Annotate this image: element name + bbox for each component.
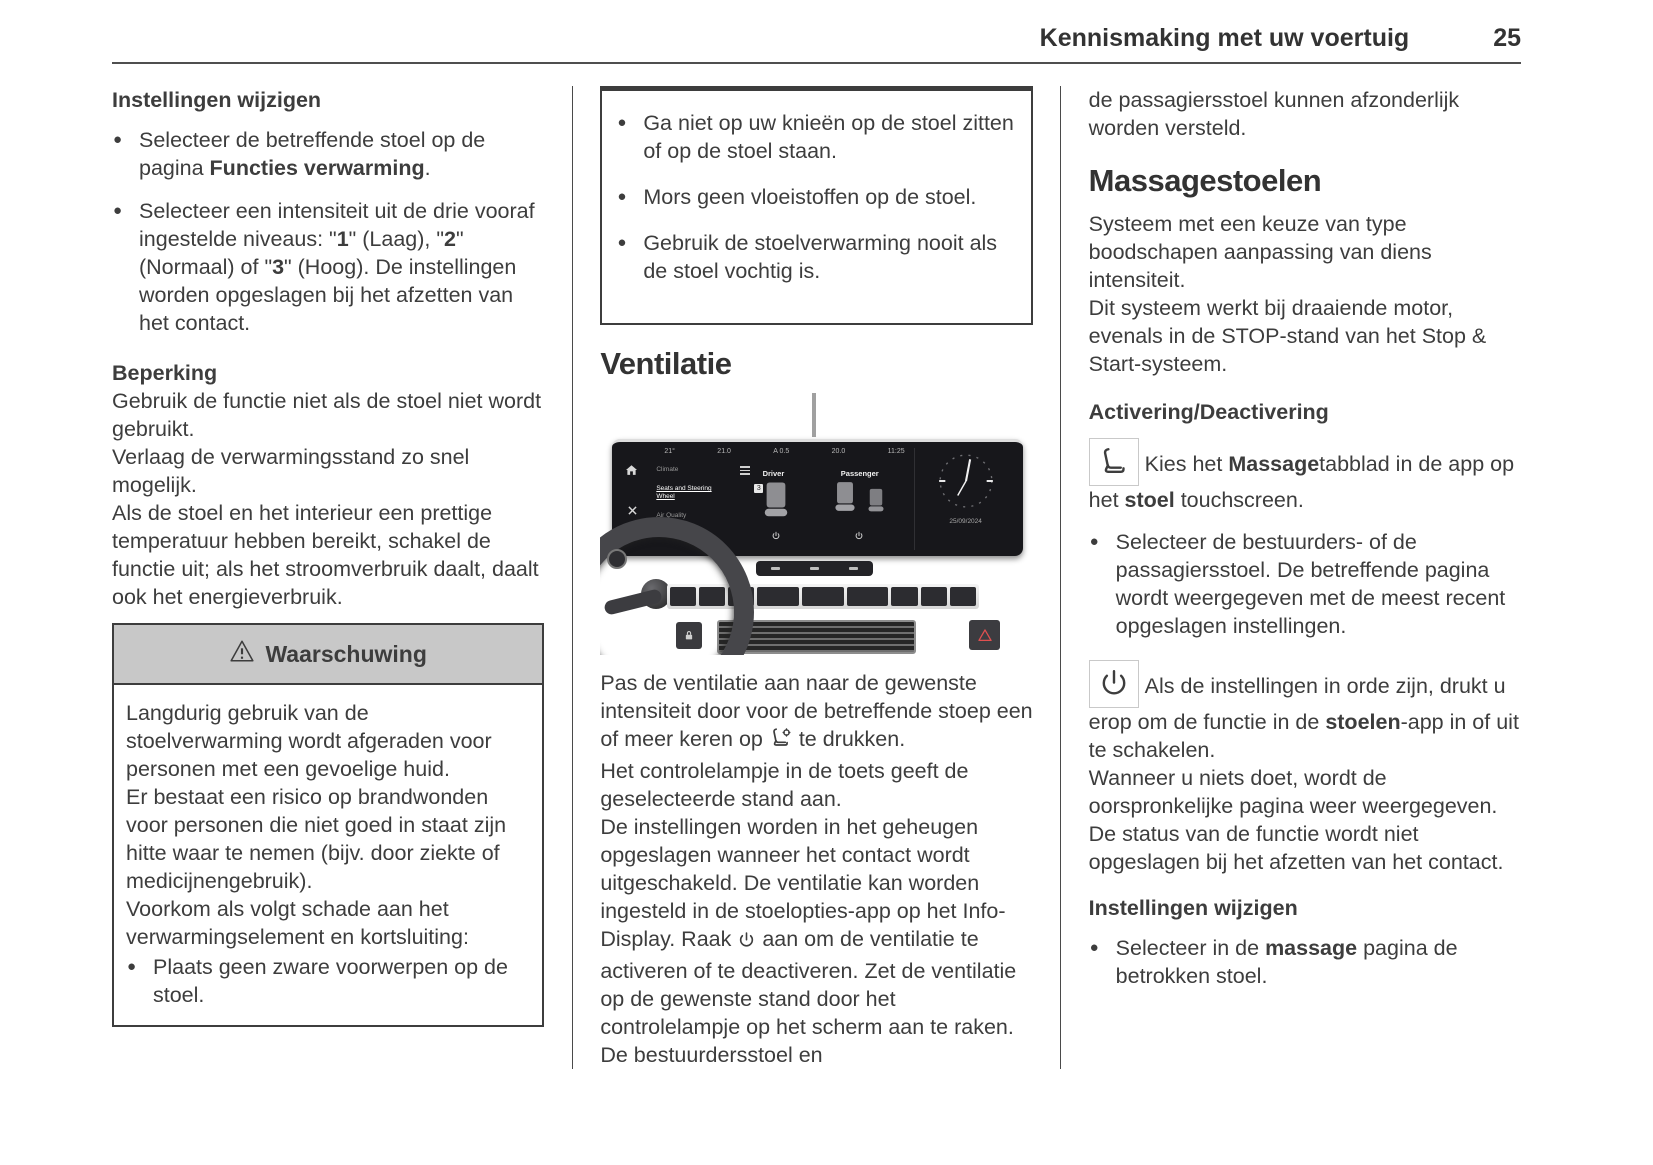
emphasized-text: massage — [1265, 936, 1358, 960]
warning-header — [114, 625, 542, 685]
paragraph: Het controlelampje in de toets geeft de geselecteerde stand aan. — [600, 759, 969, 811]
paragraph-text: aan om de ventilatie te activeren of te deactiveren. Zet de ventilatie op de gewenste stand door het controlelampje op het scherm aan te raken. De bestuurdersstoel en — [600, 927, 1017, 1067]
paragraph-text: Kies het — [1144, 452, 1229, 476]
column-divider — [572, 86, 573, 1069]
power-icon — [734, 520, 817, 548]
close-icon — [628, 494, 637, 522]
list-item — [112, 126, 544, 182]
start-stop-button — [607, 549, 627, 569]
driver-temp: 21.0 — [717, 448, 731, 455]
list-item-text: Ga niet op uw knieën op de stoel zitten of op de stoel staan. — [643, 111, 1014, 163]
passenger-label: Passenger — [840, 469, 879, 478]
warning-body — [114, 685, 542, 1025]
clock-time: 11:25 — [887, 448, 905, 455]
paragraph: Als de stoel en het interieur een prettige temperatuur hebben bereikt, schakel de functie uit; als het stroomverbruik daalt, daalt ook het energieverbruik. — [112, 501, 539, 609]
list-item — [1089, 528, 1521, 640]
massage-seat-icon — [1089, 438, 1139, 486]
emphasized-text: 2 — [444, 227, 456, 251]
driver-label: Driver — [762, 469, 785, 478]
list-item — [616, 183, 1018, 211]
list-item-text: Selecteer in de — [1115, 936, 1266, 960]
menu-item-air-quality: Air Quality — [656, 512, 687, 519]
paragraph: Dit systeem werkt bij draaiende motor, evenals in de STOP-stand van het Stop & Start-systeem. — [1088, 296, 1487, 376]
list-item — [126, 953, 530, 1009]
paragraph: Gebruik de functie niet als de stoel niet wordt gebruikt. — [112, 389, 542, 441]
list-item-text: " (Laag), " — [348, 227, 444, 251]
column-divider — [1060, 86, 1061, 1069]
section-title: Ventilatie — [600, 346, 732, 381]
passenger-seat-icon — [818, 480, 901, 514]
home-icon — [626, 454, 637, 482]
paragraph-text: tabblad in de app op het — [1088, 452, 1515, 512]
warning-title: Waarschuwing — [265, 641, 427, 667]
driver-zone — [734, 458, 817, 550]
emphasized-text: stoel — [1124, 488, 1175, 512]
clock-date: 25/09/2024 — [949, 518, 982, 525]
list-item — [1089, 934, 1521, 990]
driver-seat-icon — [734, 480, 817, 520]
menu-item-climate: Climate — [656, 466, 679, 473]
paragraph: Langdurig gebruik van de stoelverwarming wordt afgeraden voor personen met een gevoelige huid. — [126, 701, 492, 781]
paragraph: Wanneer u niets doet, wordt de oorspronkelijke pagina weer weergegeven. — [1088, 766, 1498, 818]
section-title: Massagestoelen — [1088, 163, 1322, 198]
three-column-layout — [112, 64, 1521, 1069]
passenger-temp: 20.0 — [831, 448, 846, 455]
paragraph-text: Pas de ventilatie aan naar de gewenste intensiteit door voor de betreffende stoep een of meer keren op — [600, 671, 1033, 751]
power-icon — [737, 929, 756, 957]
warning-box — [112, 623, 544, 1027]
chapter-title: Kennismaking met uw voertuig — [1039, 24, 1410, 52]
fan-setting: A 0.5 — [773, 448, 790, 455]
paragraph-text: te drukken. — [792, 727, 906, 751]
list-item-text: Plaats geen zware voorwerpen op de stoel. — [153, 955, 508, 1007]
screen-status-bar — [664, 447, 904, 456]
paragraph — [600, 669, 1032, 757]
paragraph — [1089, 660, 1521, 764]
list-item-text: " (Normaal) of " — [139, 227, 464, 279]
list-item — [112, 197, 544, 337]
paragraph-text: -app in of uit te schakelen. — [1088, 710, 1519, 762]
list-item-text: Selecteer de betreffende stoel op de pagina — [139, 128, 486, 180]
emphasized-text: 3 — [272, 255, 285, 279]
menu-item-seats: Seats and Steering Wheel — [656, 485, 712, 500]
subsection-heading: Beperking — [112, 361, 218, 385]
seat-zones — [734, 458, 900, 550]
column-3 — [1089, 86, 1521, 1069]
paragraph: Systeem met een keuze van type boodschapen aanpassing van diens intensiteit. — [1088, 212, 1432, 292]
dashboard-photo — [600, 393, 1032, 655]
emphasized-text: 1 — [336, 227, 349, 251]
emphasized-text: stoelen — [1325, 710, 1401, 734]
paragraph — [1089, 438, 1521, 514]
list-item-text: " (Hoog). De instellingen worden opgeslagen bij het afzetten van het contact. — [139, 255, 517, 335]
list-item-text: Selecteer een intensiteit uit de drie vooraf ingestelde niveaus: " — [139, 199, 535, 251]
level-badge: 3 — [754, 484, 763, 493]
paragraph: Er bestaat een risico op brandwonden voor personen die niet goed in staat zijn hitte waar te nemen (bijv. door ziekte of medicijnengebruik). — [126, 785, 507, 893]
list-item-text: Mors geen vloeistoffen op de stoel. — [643, 185, 977, 209]
warning-triangle-icon — [229, 639, 255, 669]
emphasized-text: Massage — [1228, 452, 1320, 476]
paragraph: De status van de functie wordt niet opgeslagen bij het afzetten van het contact. — [1088, 822, 1504, 874]
column-2 — [600, 86, 1032, 1069]
paragraph-text: touchscreen. — [1174, 488, 1304, 512]
power-icon — [1089, 660, 1139, 708]
shortcut-button-bar — [756, 561, 873, 576]
paragraph — [600, 813, 1032, 1069]
emphasized-text: Functies verwarming — [209, 156, 425, 180]
outside-temp: 21° — [664, 448, 675, 455]
list-item — [616, 109, 1018, 165]
dashboard-seam — [812, 393, 816, 437]
paragraph-text: De instellingen worden in het geheugen opgeslagen wanneer het contact wordt uitgeschakeld. De ventilatie kan worden ingesteld in de stoelopties-app op het Info-Display. Raak — [600, 815, 1006, 951]
subsection-heading: Activering/Deactivering — [1088, 400, 1329, 424]
column-1 — [112, 86, 544, 1069]
paragraph: Voorkom als volgt schade aan het verwarmingselement en kortsluiting: — [126, 897, 469, 949]
hazard-button — [969, 620, 1000, 650]
list-item — [616, 229, 1018, 285]
section-heading: Instellingen wijzigen — [112, 88, 322, 112]
power-icon — [818, 520, 901, 548]
seat-ventilation-icon — [769, 726, 793, 757]
paragraph: de passagiersstoel kunnen afzonderlijk worden versteld. — [1088, 88, 1460, 140]
page-header — [112, 24, 1521, 52]
passenger-zone — [818, 458, 901, 550]
subsection-heading: Instellingen wijzigen — [1088, 896, 1298, 920]
screen-menu — [656, 466, 728, 520]
list-item-text: Selecteer de bestuurders- of de passagiersstoel. De betreffende pagina wordt weergegeven met de meest recent opgeslagen instellingen. — [1115, 530, 1506, 638]
paragraph: Verlaag de verwarmingsstand zo snel mogelijk. — [112, 445, 470, 497]
paragraph-text: Als de instellingen in orde zijn, drukt u erop om de functie in de — [1088, 674, 1506, 734]
warning-box-continued — [600, 86, 1032, 325]
list-item-text: pagina de betrokken stoel. — [1115, 936, 1458, 988]
list-item-text: Gebruik de stoelverwarming nooit als de stoel vochtig is. — [643, 231, 998, 283]
list-item-text: . — [424, 156, 431, 180]
page-number: 25 — [1493, 24, 1521, 52]
analog-clock — [914, 448, 1017, 550]
